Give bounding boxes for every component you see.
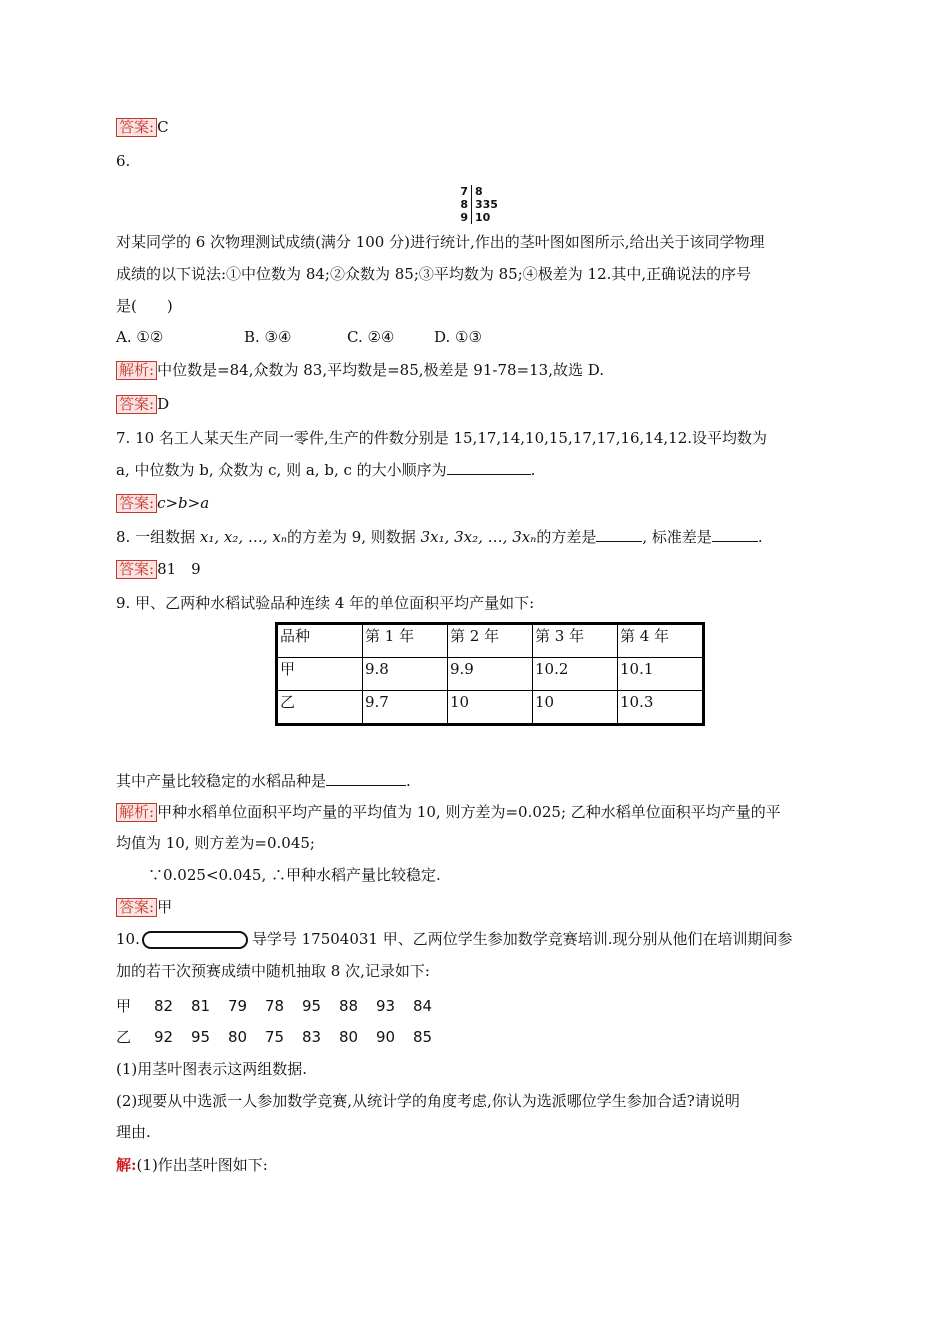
- score: 95: [191, 1028, 211, 1046]
- q10-jia-row: [116, 996, 450, 1016]
- q9-analysis-row: [116, 802, 781, 822]
- q10-solution-row: [116, 1155, 268, 1175]
- q6-answer-row: [116, 394, 169, 414]
- q7-answer-row: [116, 493, 209, 513]
- score: 90: [376, 1028, 396, 1046]
- q6-option-b: B. ③④: [244, 328, 292, 346]
- solution-tag: 解:: [116, 1156, 137, 1174]
- stem-leaf-row: [458, 185, 498, 198]
- score: 80: [228, 1028, 248, 1046]
- jia-label: 甲: [116, 997, 132, 1015]
- stem-value: 9: [460, 211, 468, 224]
- q9-answer: 甲: [157, 898, 173, 916]
- table-cell: 9.9: [448, 658, 533, 691]
- table-cell: 乙: [277, 691, 363, 725]
- q8-seq2: 3x₁, 3x₂, …, 3xₙ: [420, 528, 537, 546]
- table-header: 第 2 年: [448, 624, 533, 658]
- answer-tag: 答案:: [116, 494, 157, 513]
- table-header: 第 4 年: [618, 624, 704, 658]
- score: 88: [339, 997, 359, 1015]
- q9-analysis-line1: 甲种水稻单位面积平均产量的平均值为 10, 则方差为=0.025; 乙种水稻单位面积平均产量的平: [157, 803, 781, 821]
- q7-line2: a, 中位数为 b, 众数为 c, 则 a, b, c 的大小顺序为: [116, 461, 447, 479]
- q9-answer-row: [116, 897, 172, 917]
- guide-number-badge: [142, 931, 248, 949]
- q8-answer: 81 9: [157, 560, 201, 578]
- q10-part2-line1: (2)现要从中选派一人参加数学竞赛,从统计学的角度考虑,你认为选派哪位学生参加合适?请说明: [116, 1092, 740, 1110]
- q6-analysis: 中位数是=84,众数为 83,平均数是=85,极差是 91-78=13,故选 D.: [157, 361, 604, 379]
- table-cell: 9.7: [363, 691, 448, 725]
- q9-question-row: [116, 771, 411, 791]
- q10-line1-row: [116, 929, 793, 949]
- yield-table: [275, 622, 705, 726]
- score: 84: [413, 997, 433, 1015]
- score: 81: [191, 997, 211, 1015]
- q9-analysis-line3: ∵0.025<0.045, ∴甲种水稻产量比较稳定.: [148, 866, 441, 884]
- stem-leaf-plot: [458, 185, 498, 224]
- q8-text-c: 的方差是: [536, 528, 597, 546]
- leaf-values: 10: [471, 211, 490, 224]
- q8-answer-row: [116, 559, 201, 579]
- q8-blank-variance: [596, 527, 642, 542]
- q10-part2-line2: 理由.: [116, 1123, 151, 1141]
- q6-text-line1: 对某同学的 6 次物理测试成绩(满分 100 分)进行统计,作出的茎叶图如图所示,给出关于该同学物理: [116, 233, 765, 251]
- q8-seq1: x₁, x₂, …, xₙ: [199, 528, 287, 546]
- q8-text-b: 的方差为 9, 则数据: [286, 528, 421, 546]
- q7-line2-row: [116, 460, 535, 480]
- q7-line1: 7. 10 名工人某天生产同一零件,生产的件数分别是 15,17,14,10,15,17,17,16,14,12.设平均数为: [116, 429, 768, 447]
- q10-line2: 加的若干次预赛成绩中随机抽取 8 次,记录如下:: [116, 962, 430, 980]
- stem-leaf-row: [458, 198, 498, 211]
- q9-period: .: [406, 772, 411, 790]
- score: 85: [413, 1028, 433, 1046]
- q6-option-c: C. ②④: [347, 328, 395, 346]
- score: 92: [154, 1028, 174, 1046]
- table-cell: 10.2: [533, 658, 618, 691]
- table-row: [277, 658, 704, 691]
- score: 95: [302, 997, 322, 1015]
- table-cell: 10: [448, 691, 533, 725]
- stem-value: 7: [460, 185, 468, 198]
- table-header-row: [277, 624, 704, 658]
- table-cell: 9.8: [363, 658, 448, 691]
- q9-blank: [326, 771, 406, 786]
- table-cell: 10: [533, 691, 618, 725]
- q9-analysis-line2: 均值为 10, 则方差为=0.045;: [116, 834, 315, 852]
- answer-tag: 答案:: [116, 898, 157, 917]
- analysis-tag: 解析:: [116, 361, 157, 380]
- q8-line: [116, 527, 763, 547]
- q6-text-line2: 成绩的以下说法:①中位数为 84;②众数为 85;③平均数为 85;④极差为 12.其中,正确说法的序号: [116, 265, 752, 283]
- q8-text-e: .: [757, 528, 763, 546]
- score: 78: [265, 997, 285, 1015]
- q7-period: .: [530, 461, 536, 479]
- q10-part1: (1)用茎叶图表示这两组数据.: [116, 1060, 308, 1078]
- q6-option-a: A. ①②: [116, 328, 164, 346]
- leaf-values: 335: [471, 198, 498, 211]
- q6-option-d: D. ①③: [434, 328, 482, 346]
- q8-blank-stddev: [712, 527, 758, 542]
- answer-tag: 答案:: [116, 560, 157, 579]
- q10-number: 10.: [116, 930, 140, 948]
- table-cell: 10.1: [618, 658, 704, 691]
- q6-number: 6.: [116, 152, 131, 170]
- q6-answer: D: [157, 395, 170, 413]
- q9-line1: 9. 甲、乙两种水稻试验品种连续 4 年的单位面积平均产量如下:: [116, 594, 535, 612]
- answer-tag: 答案:: [116, 118, 157, 137]
- score: 82: [154, 997, 174, 1015]
- q5-answer-row: [116, 117, 169, 137]
- table-header: 品种: [277, 624, 363, 658]
- q7-answer: c>b>a: [157, 494, 210, 512]
- q5-answer: C: [157, 118, 169, 136]
- stem-leaf-row: [458, 211, 498, 224]
- leaf-values: 8: [471, 185, 483, 198]
- table-header: 第 1 年: [363, 624, 448, 658]
- score: 83: [302, 1028, 322, 1046]
- table-cell: 甲: [277, 658, 363, 691]
- q10-solution: (1)作出茎叶图如下:: [136, 1156, 268, 1174]
- answer-tag: 答案:: [116, 395, 157, 414]
- yi-label: 乙: [116, 1028, 132, 1046]
- q10-yi-row: [116, 1027, 450, 1047]
- q8-text-d: , 标准差是: [642, 528, 712, 546]
- table-row: [277, 691, 704, 725]
- score: 80: [339, 1028, 359, 1046]
- q10-line1: 导学号 17504031 甲、乙两位学生参加数学竞赛培训.现分别从他们在培训期间参: [251, 930, 793, 948]
- score: 79: [228, 997, 248, 1015]
- score: 75: [265, 1028, 285, 1046]
- table-cell: 10.3: [618, 691, 704, 725]
- q9-question: 其中产量比较稳定的水稻品种是: [116, 772, 327, 790]
- table-header: 第 3 年: [533, 624, 618, 658]
- score: 93: [376, 997, 396, 1015]
- q7-blank: [447, 460, 531, 475]
- q6-text-line3: 是( ): [116, 297, 173, 315]
- q6-analysis-row: [116, 360, 604, 380]
- analysis-tag: 解析:: [116, 803, 157, 822]
- q8-text-a: 8. 一组数据: [116, 528, 200, 546]
- stem-value: 8: [460, 198, 468, 211]
